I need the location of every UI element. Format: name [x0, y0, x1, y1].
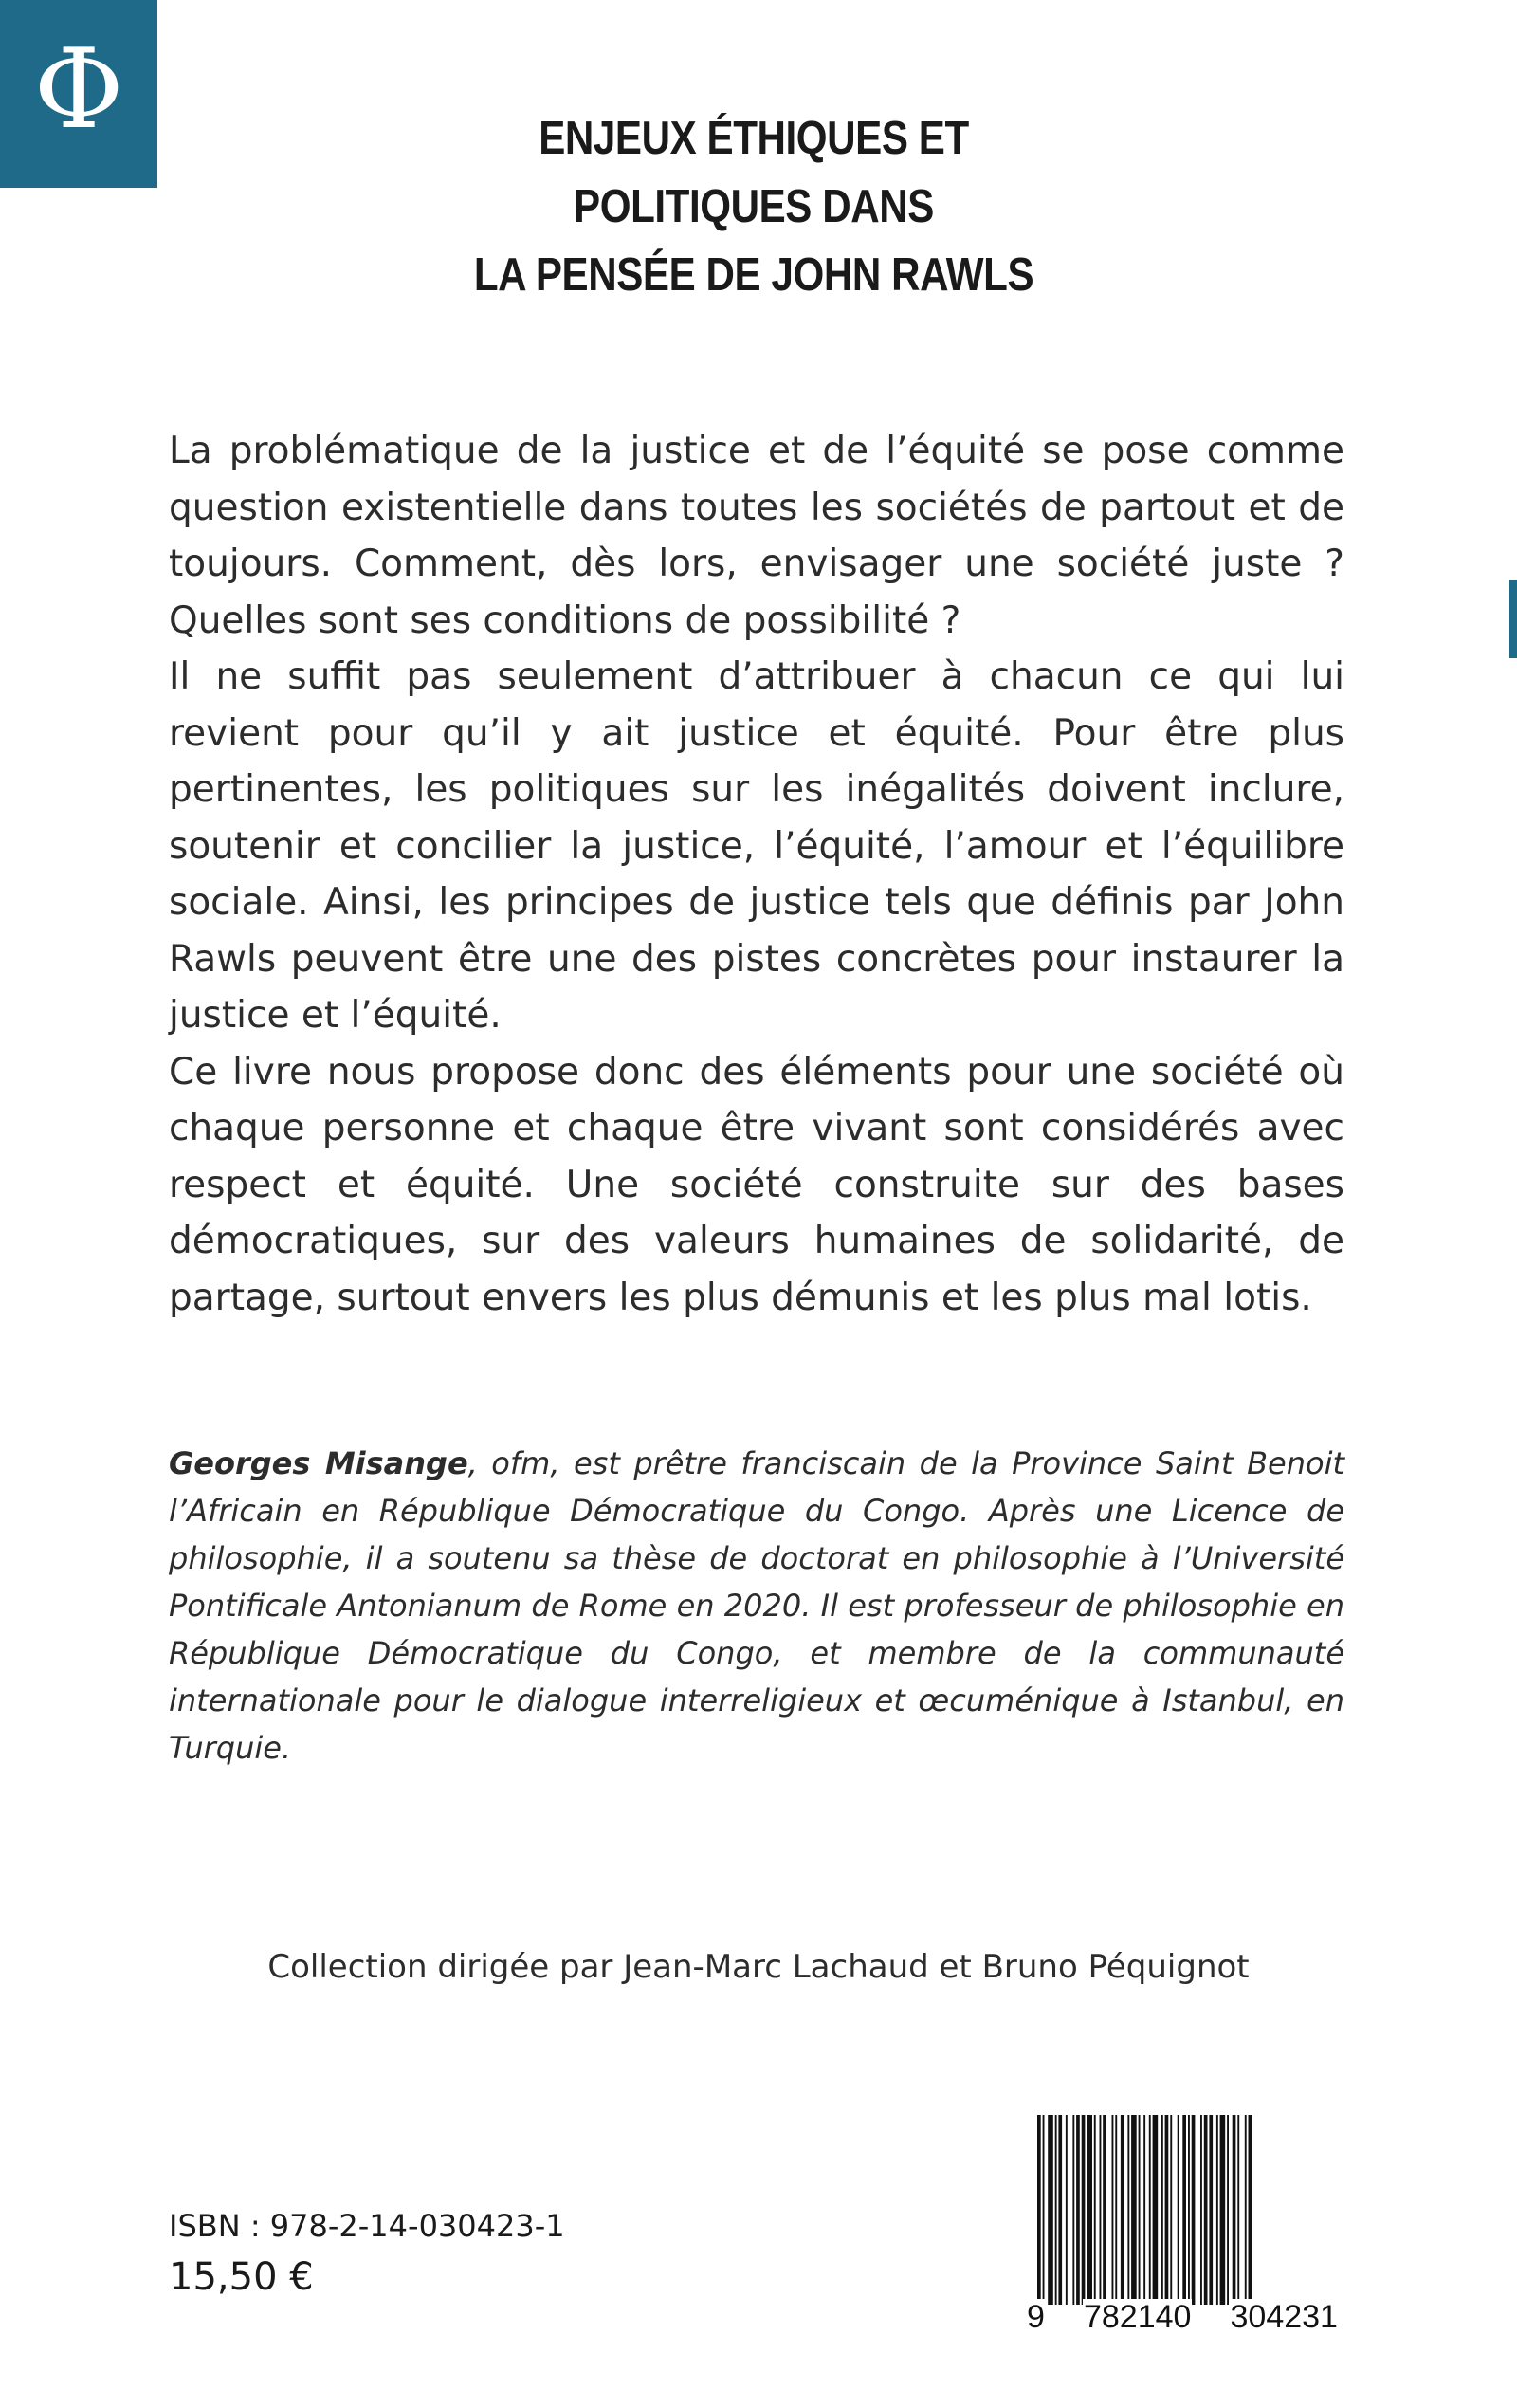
title-line-2: POLITIQUES DANS — [574, 181, 934, 232]
barcode-bar — [1170, 2115, 1172, 2305]
barcode-bar — [1103, 2115, 1106, 2305]
isbn: ISBN : 978-2-14-030423-1 — [169, 2208, 565, 2244]
barcode-bar — [1037, 2115, 1041, 2305]
price: 15,50 € — [169, 2255, 314, 2299]
author-name: Georges Misange — [169, 1445, 468, 1481]
barcode-bar — [1131, 2115, 1137, 2305]
barcode-bar — [1249, 2115, 1252, 2305]
barcode-bar — [1233, 2115, 1236, 2305]
barcode-bar — [1143, 2115, 1145, 2305]
barcode-bars — [1026, 2115, 1339, 2305]
barcode-bar — [1112, 2115, 1114, 2305]
barcode-digit-group-right: 304231 — [1230, 2299, 1338, 2335]
barcode-bar — [1161, 2115, 1163, 2305]
barcode-bar — [1072, 2115, 1074, 2305]
spine-mark — [1509, 580, 1517, 658]
barcode-bar — [1121, 2115, 1124, 2305]
barcode-bar — [1043, 2115, 1045, 2305]
barcode-bar — [1188, 2115, 1190, 2305]
author-bio-text: , ofm, est prêtre franciscain de la Province Saint Benoit l’Africain en République Démocratique du Congo. Après une Licence de philosophie, il a soutenu sa thèse de doctorat en philosophie à l’Université Pontificale Antonianum de Rome en 2020. Il est professeur de philosophie en République Démocratique du Congo, et membre de la communauté internationale pour le dialogue interreligieux et œcuménique à Istanbul, en Turquie. — [169, 1445, 1345, 1766]
blurb-paragraph: Il ne suffit pas seulement d’attribuer à chacun ce qui lui revient pour qu’il y ait justice et équité. Pour être plus pertinentes, les politiques sur les inégalités doivent inclure, soutenir et concilier la justice, l’équité, l’amour et l’équilibre sociale. Ainsi, les principes de justice tels que définis par John Rawls peuvent être une des pistes concrètes pour instaurer la justice et l’équité. — [169, 655, 1344, 1037]
barcode — [1026, 2115, 1339, 2333]
author-bio — [169, 1440, 1344, 1772]
barcode-bar — [1094, 2115, 1096, 2305]
barcode-bar — [1220, 2115, 1226, 2305]
barcode-bar — [1204, 2115, 1208, 2305]
back-cover-blurb — [169, 423, 1344, 1326]
barcode-digits — [1026, 2299, 1339, 2336]
barcode-bar — [1178, 2115, 1179, 2305]
barcode-bar — [1209, 2115, 1213, 2305]
collection-credit: Collection dirigée par Jean-Marc Lachaud et Bruno Péquignot — [267, 1948, 1250, 1986]
phi-logo-icon: Φ — [33, 26, 124, 154]
barcode-bar — [1082, 2115, 1086, 2305]
barcode-bar — [1216, 2115, 1218, 2305]
blurb-paragraph: Ce livre nous propose donc des éléments pour une société où chaque personne et chaque être vivant sont considérés avec respect et équité. Une société construite sur des bases démocratiques, sur des valeurs humaines de solidarité, de partage, surtout envers les plus démunis et les plus mal lotis. — [169, 1050, 1344, 1319]
blurb-paragraph: La problématique de la justice et de l’équité se pose comme question existentielle dans toutes les sociétés de partout et de toujours. Comment, dès lors, envisager une société juste ? Quelles sont ses conditions de possibilité ? — [169, 430, 1344, 642]
barcode-bar — [1115, 2115, 1117, 2305]
barcode-bar — [1066, 2115, 1068, 2305]
barcode-bar — [1087, 2115, 1092, 2305]
barcode-bar — [1139, 2115, 1141, 2305]
barcode-bar — [1227, 2115, 1229, 2305]
title-line-1: ENJEUX ÉTHIQUES ET — [539, 113, 969, 164]
barcode-bar — [1048, 2115, 1053, 2305]
barcode-bar — [1076, 2115, 1080, 2305]
barcode-bar — [1153, 2115, 1159, 2305]
publisher-logo — [0, 0, 157, 188]
barcode-bar — [1055, 2115, 1057, 2305]
barcode-bar — [1058, 2115, 1062, 2305]
barcode-bar — [1127, 2115, 1129, 2305]
barcode-bar — [1100, 2115, 1102, 2305]
barcode-bar — [1182, 2115, 1186, 2305]
barcode-digit-prefix: 9 — [1027, 2299, 1045, 2335]
barcode-bar — [1200, 2115, 1202, 2305]
barcode-digit-group-left: 782140 — [1083, 2299, 1192, 2335]
title-line-3: LA PENSÉE DE JOHN RAWLS — [473, 249, 1034, 301]
barcode-bar — [1149, 2115, 1151, 2305]
barcode-bar — [1237, 2115, 1239, 2305]
barcode-bar — [1165, 2115, 1169, 2305]
barcode-bar — [1245, 2115, 1247, 2305]
book-title — [350, 104, 1157, 309]
barcode-bar — [1192, 2115, 1196, 2305]
